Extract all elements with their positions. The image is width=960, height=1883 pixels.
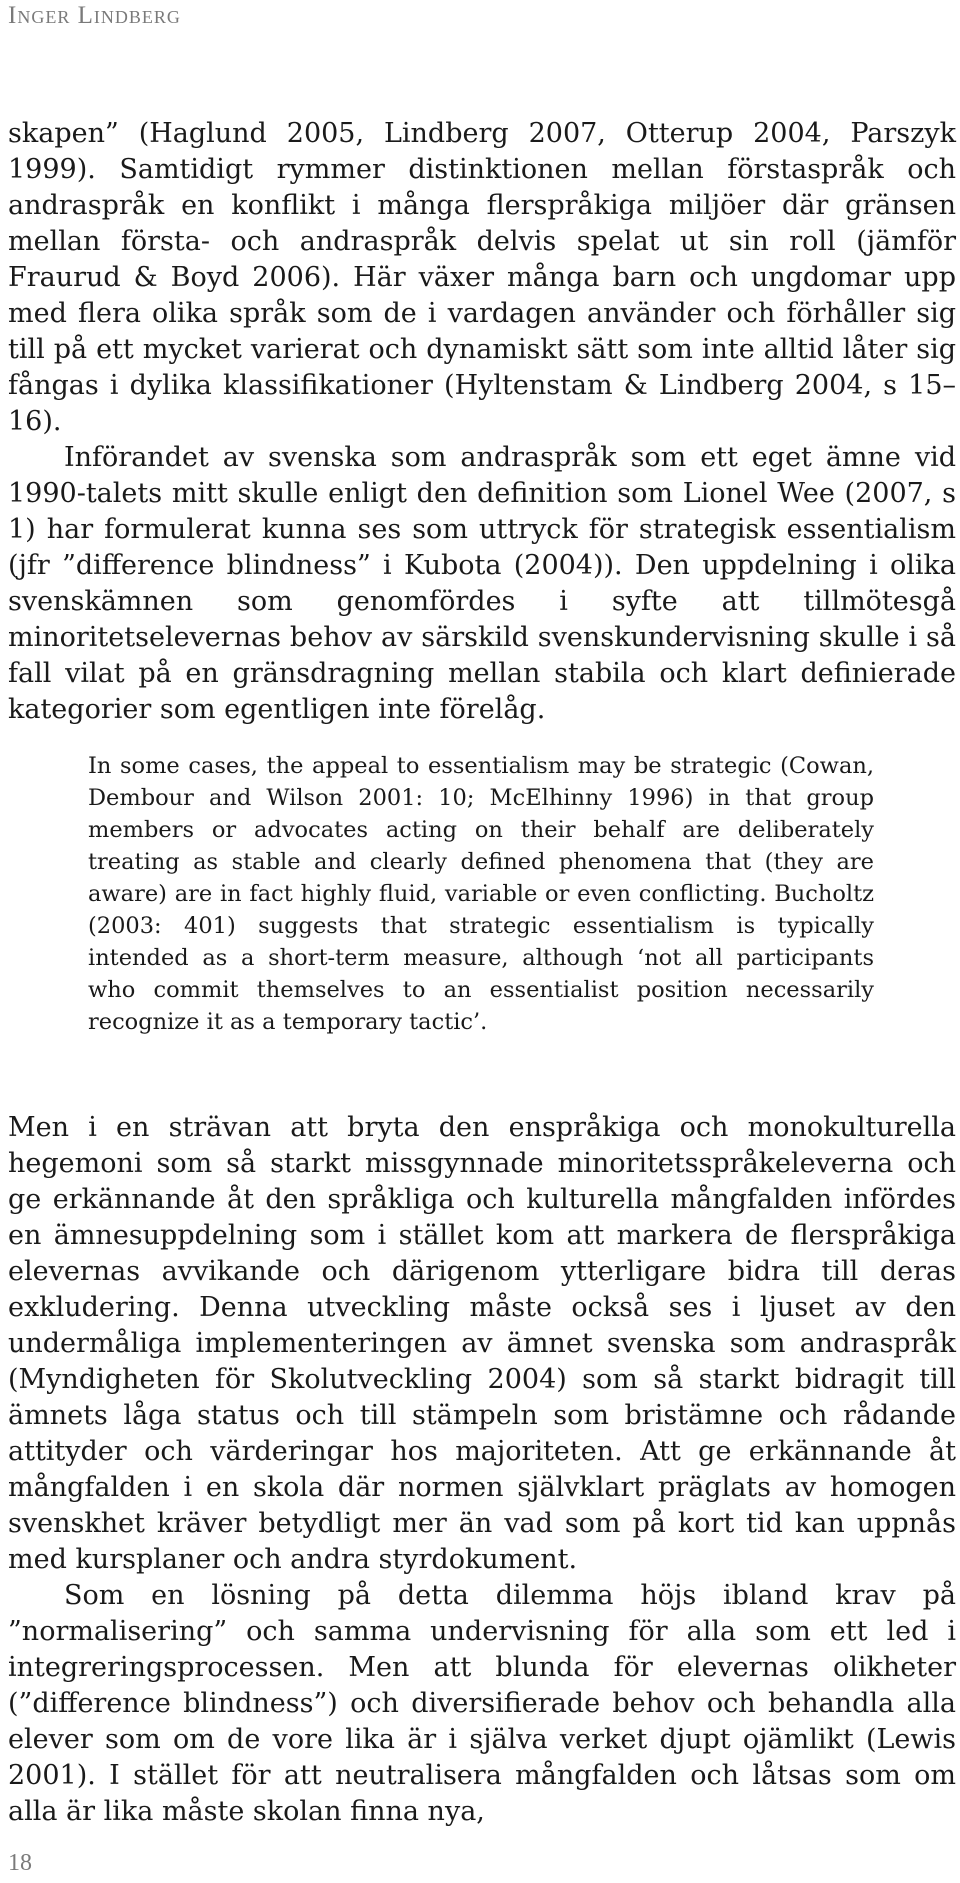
page-number: 18: [8, 1850, 32, 1876]
body-text-after-quote: [8, 1110, 956, 1830]
paragraph: skapen” (Haglund 2005, Lindberg 2007, Otterup 2004, Parszyk 1999). Samtidigt rymmer distinktionen mellan förstaspråk och andraspråk en konflikt i många flerspråkiga miljöer där gränsen mellan första- och andraspråk delvis spelat ut sin roll (jämför Fraurud & Boyd 2006). Här växer många barn och ungdomar upp med flera olika språk som de i vardagen använder och förhåller sig till på ett mycket varierat och dynamiskt sätt som inte alltid låter sig fångas i dylika klassifikationer (Hyltenstam & Lindberg 2004, s 15–16).: [8, 118, 956, 437]
paragraph: Men i en strävan att bryta den enspråkiga och monokulturella hegemoni som så starkt missgynnade minoritetsspråkeleverna och ge erkännande åt den språkliga och kulturella mångfalden infördes en ämnesuppdelning som i stället kom att markera de flerspråkiga elevernas avvikande och därigenom ytterligare bidra till deras exkludering. Denna utveckling måste också ses i ljuset av den undermåliga implementeringen av ämnet svenska som andraspråk (Myndigheten för Skolutveckling 2004) som så starkt bidragit till ämnets låga status och till stämpeln som bristämne och rådande attityder och värderingar hos majoriteten. Att ge erkännande åt mångfalden i en skola där normen självklart präglats av homogen svenskhet kräver betydligt mer än vad som på kort tid kan uppnås med kursplaner och andra styrdokument.: [8, 1112, 956, 1575]
block-quote: In some cases, the appeal to essentialism may be strategic (Cowan, Dembour and Wilson 2001: 10; McElhinny 1996) in that group members or advocates acting on their behalf are deliberately treating as stable and clearly defined phenomena that (they are aware) are in fact highly fluid, variable or even conflicting. Bucholtz (2003: 401) suggests that strategic essentialism is typically intended as a short-term measure, although ‘not all participants who commit themselves to an essentialist position necessarily recognize it as a temporary tactic’.: [88, 753, 874, 1035]
running-head: Inger Lindberg: [8, 2, 181, 29]
paragraph: Som en lösning på detta dilemma höjs ibland krav på ”normalisering” och samma undervisning för alla som ett led i integreringsprocessen. Men att blunda för elevernas olikheter (”difference blindness”) och diversifierade behov och behandla alla elever som om de vore lika är i själva verket djupt ojämlikt (Lewis 2001). I stället för att neutralisera mångfalden och låtsas som om alla är lika måste skolan finna nya,: [8, 1580, 956, 1827]
paragraph: Införandet av svenska som andraspråk som ett eget ämne vid 1990-talets mitt skulle enligt den definition som Lionel Wee (2007, s 1) har formulerat kunna ses som uttryck för strategisk essentialism (jfr ”difference blindness” i Kubota (2004)). Den uppdelning i olika svenskämnen som genomfördes i syfte att tillmötesgå minoritetselevernas behov av särskild svenskundervisning skulle i så fall vilat på en gränsdragning mellan stabila och klart definierade kategorier som egentligen inte förelåg.: [8, 442, 956, 725]
body-text-before-quote: [8, 116, 956, 728]
